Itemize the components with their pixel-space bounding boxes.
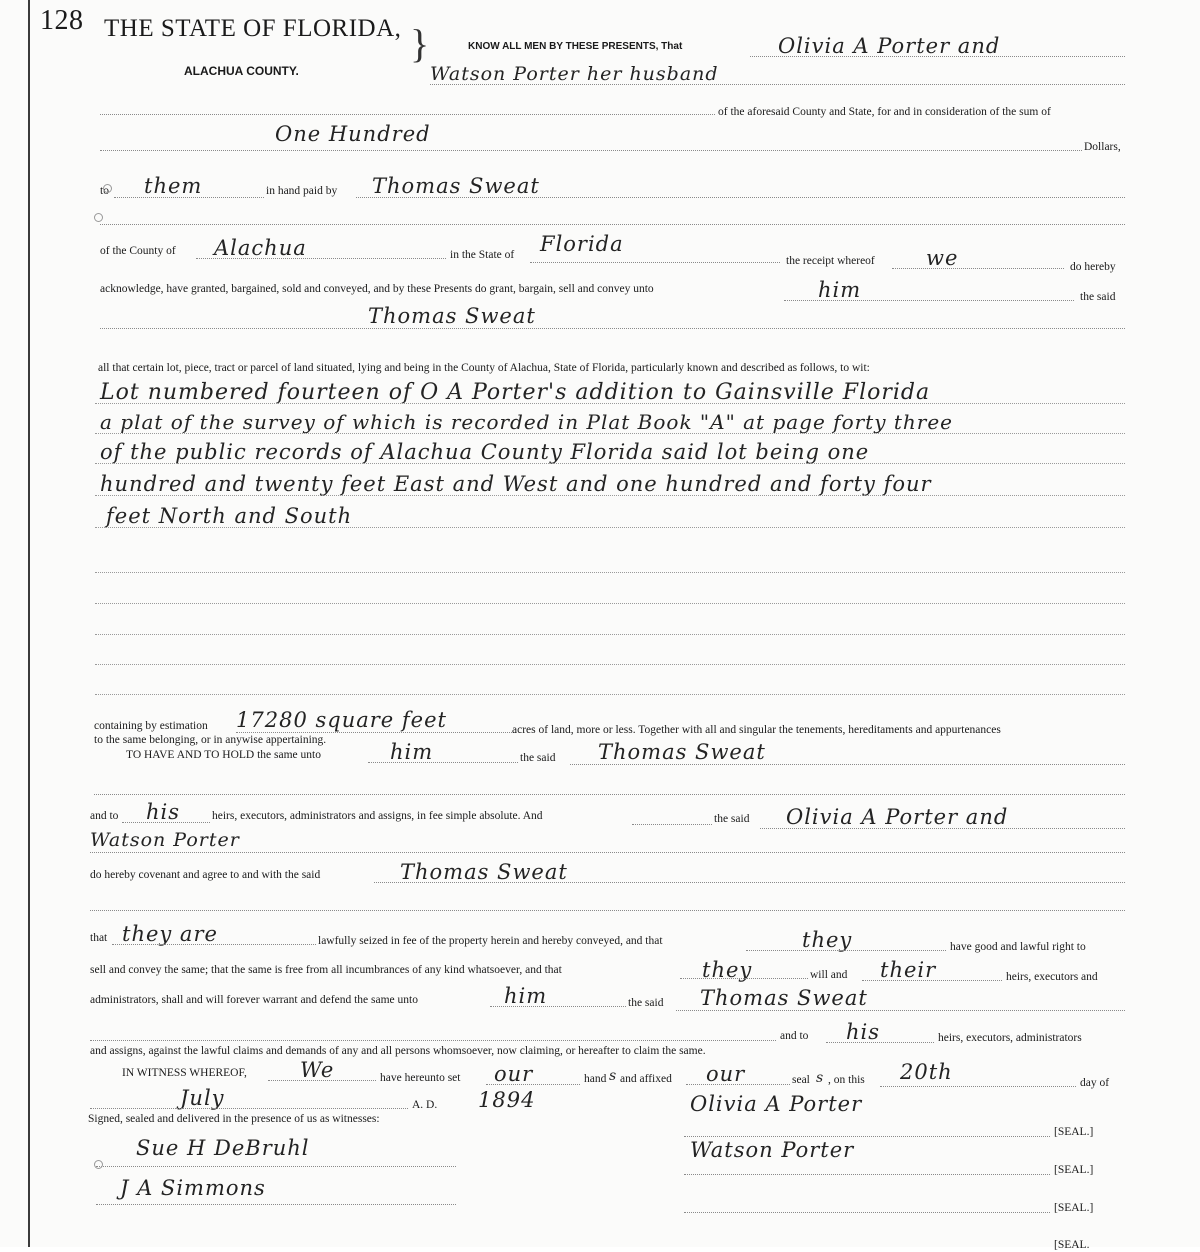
line: [95, 603, 1125, 604]
line: [632, 824, 712, 825]
hw-seals-marker: s: [816, 1070, 825, 1086]
line: [356, 197, 1125, 198]
hw-signature-1: Olivia A Porter: [690, 1092, 863, 1116]
receipt-text: the receipt whereof: [786, 255, 875, 267]
line: [880, 1086, 1076, 1087]
line: [122, 822, 210, 823]
will-and-text: will and: [810, 969, 848, 981]
line: [94, 794, 1125, 795]
line: [100, 328, 1125, 329]
line: [100, 150, 1082, 151]
line: [784, 300, 1074, 301]
heirs-fee-text: heirs, executors, administrators and assigns, in fee simple absolute. And: [212, 810, 543, 822]
line: [684, 1212, 1050, 1213]
line: [114, 197, 264, 198]
punch-hole: [94, 1160, 103, 1169]
hw-witness-1: Sue H DeBruhl: [136, 1136, 310, 1160]
hw-signature-2: Watson Porter: [690, 1138, 855, 1162]
line: [892, 268, 1064, 269]
line: [95, 664, 1125, 665]
and-to-2-text: and to: [780, 1030, 809, 1042]
hw-state: Florida: [540, 232, 624, 256]
in-hand-paid-text: in hand paid by: [266, 185, 338, 197]
line: [96, 1166, 456, 1167]
line: [236, 732, 516, 733]
the-said-text: the said: [1080, 291, 1116, 303]
hw-affixed-our: our: [706, 1062, 746, 1086]
signed-sealed-text: Signed, sealed and delivered in the presence of us as witnesses:: [88, 1113, 380, 1125]
line: [676, 1010, 1125, 1011]
hw-year: 1894: [478, 1088, 536, 1112]
hw-covenant-with: Thomas Sweat: [400, 860, 568, 884]
affixed-text: and affixed: [620, 1073, 672, 1085]
hw-description-line: hundred and twenty feet East and West and one hundred and forty four: [100, 472, 932, 496]
seal-label: [SEAL.]: [1054, 1202, 1094, 1214]
covenant-text: do hereby covenant and agree to and with the said: [90, 869, 321, 881]
dollars-text: Dollars,: [1084, 141, 1121, 153]
hw-their: their: [880, 958, 937, 982]
line: [826, 1042, 934, 1043]
hw-have-unto: him: [390, 740, 434, 764]
line: [95, 694, 1125, 695]
line: [100, 114, 715, 115]
hw-hands-marker: s: [609, 1068, 618, 1084]
hw-have-said: Thomas Sweat: [598, 740, 766, 764]
heirs-exec-and-text: heirs, executors and: [1006, 971, 1098, 983]
line: [95, 634, 1125, 635]
line: [684, 1136, 1050, 1137]
hw-defend-unto: him: [504, 984, 548, 1008]
line: [268, 1080, 376, 1081]
hw-sum: One Hundred: [275, 122, 431, 146]
hw-grantee-2: Thomas Sweat: [368, 304, 536, 328]
hw-grantors: Olivia A Porter and: [778, 34, 1001, 58]
line: [90, 1040, 776, 1041]
line: [570, 764, 1125, 765]
hw-description-line: of the public records of Alachua County Florida said lot being one: [100, 440, 870, 464]
hw-county: Alachua: [214, 236, 307, 260]
seal-text: seal: [792, 1074, 810, 1086]
hw-and-to-his-2: his: [846, 1020, 881, 1044]
have-good-text: have good and lawful right to: [950, 941, 1086, 953]
line: [100, 224, 1125, 225]
in-state-text: in the State of: [450, 249, 515, 261]
line: [686, 1084, 790, 1085]
state-heading: THE STATE OF FLORIDA,: [104, 15, 402, 42]
have-hereunto-text: have hereunto set: [380, 1072, 461, 1084]
belonging-text: to the same belonging, or in anywise appertaining.: [94, 734, 327, 746]
sell-convey-text: sell and convey the same; that the same is free from all incumbrances of any kind whatsoever, and that: [90, 964, 562, 976]
line: [112, 944, 316, 945]
hw-grantors-2: Watson Porter her husband: [430, 63, 719, 85]
hw-day: 20th: [900, 1060, 953, 1084]
hand-text: hand: [584, 1073, 607, 1085]
hw-and-to-his: his: [146, 800, 181, 824]
of-county-text: of the County of: [100, 245, 176, 257]
heirs-exec-admin-text: heirs, executors, administrators: [938, 1032, 1082, 1044]
administrators-text: administrators, shall and will forever warrant and defend the same unto: [90, 994, 418, 1006]
county-heading: ALACHUA COUNTY.: [184, 64, 299, 78]
line: [96, 1204, 456, 1205]
do-hereby-text: do hereby: [1070, 261, 1116, 273]
line: [95, 495, 1125, 496]
page-edge-line: [28, 0, 30, 1247]
and-to-text: and to: [90, 810, 119, 822]
line: [95, 463, 1125, 464]
day-of-text: day of: [1080, 1077, 1110, 1089]
county-state-text: of the aforesaid County and State, for and in consideration of the sum of: [718, 106, 1051, 118]
acres-text: acres of land, more or less. Together with all and singular the tenements, hereditaments and appurtenances: [512, 724, 1001, 736]
line: [862, 980, 1002, 981]
hw-description-line: Lot numbered fourteen of O A Porter's addition to Gainsville Florida: [100, 380, 931, 405]
line: [95, 527, 1125, 528]
to-text: to: [100, 185, 109, 197]
line: [680, 978, 808, 979]
lawful-claims-text: and assigns, against the lawful claims and demands of any and all persons whomsoever, now claiming, or hereafter to claim the same.: [90, 1045, 706, 1057]
line: [486, 1084, 580, 1085]
all-certain-text: all that certain lot, piece, tract or parcel of land situated, lying and being in the County of Alachua, State of Florida, particularly known and described as follows, to wit:: [98, 362, 870, 374]
hw-and-said: Olivia A Porter and: [786, 805, 1009, 829]
hw-month: July: [180, 1086, 225, 1110]
line: [374, 882, 1125, 883]
hw-and-said-2: Watson Porter: [90, 829, 240, 851]
hw-description-line: feet North and South: [106, 504, 353, 528]
the-said-text: the said: [714, 813, 750, 825]
seal-label: [SEAL.]: [1054, 1164, 1094, 1176]
line: [90, 852, 1125, 853]
punch-hole: [103, 184, 112, 193]
hw-estimation: 17280 square feet: [236, 708, 447, 732]
that-text: that: [90, 932, 108, 944]
intro-text: KNOW ALL MEN BY THESE PRESENTS, That: [468, 41, 683, 52]
hw-receipt-by: we: [926, 246, 959, 270]
seal-label-cut: [SEAL.: [1054, 1239, 1090, 1251]
line: [760, 828, 1125, 829]
line: [746, 950, 946, 951]
hw-paid-to: them: [144, 174, 203, 198]
hw-description-line: a plat of the survey of which is recorded in Plat Book "A" at page forty three: [100, 410, 954, 434]
hw-that-they-2: they: [702, 958, 753, 982]
to-have-text: TO HAVE AND TO HOLD the same unto: [126, 749, 321, 761]
seal-label: [SEAL.]: [1054, 1126, 1094, 1138]
line: [90, 910, 1125, 911]
punch-hole: [94, 213, 103, 222]
line: [90, 1108, 408, 1109]
line: [95, 433, 1125, 434]
hw-and-that: they: [802, 928, 853, 952]
witness-text: IN WITNESS WHEREOF,: [122, 1067, 247, 1079]
hw-witness-we: We: [300, 1058, 335, 1082]
line: [368, 762, 518, 763]
the-said-text: the said: [520, 752, 556, 764]
lawfully-text: lawfully seized in fee of the property herein and hereby conveyed, and that: [318, 935, 663, 947]
hw-grantee: Thomas Sweat: [372, 174, 540, 198]
hw-set-our: our: [494, 1062, 534, 1086]
on-this-text: , on this: [828, 1074, 865, 1086]
line: [490, 1006, 626, 1007]
line: [95, 403, 1125, 404]
hw-that-they: they are: [122, 922, 218, 946]
header-brace: }: [410, 21, 430, 66]
hw-defend-said: Thomas Sweat: [700, 986, 868, 1010]
line: [196, 258, 446, 259]
line: [750, 56, 1125, 57]
page-number: 128: [40, 5, 84, 36]
acknowledge-text: acknowledge, have granted, bargained, sold and conveyed, and by these Presents do grant, bargain, sell and convey unto: [100, 283, 654, 295]
line: [95, 572, 1125, 573]
ad-text: A. D.: [412, 1099, 438, 1111]
containing-text: containing by estimation: [94, 720, 208, 732]
hw-witness-2: J A Simmons: [120, 1176, 266, 1200]
line: [530, 262, 780, 263]
hw-convey-unto: him: [818, 278, 862, 302]
the-said-text: the said: [628, 997, 664, 1009]
line: [430, 84, 1125, 85]
line: [684, 1174, 1050, 1175]
